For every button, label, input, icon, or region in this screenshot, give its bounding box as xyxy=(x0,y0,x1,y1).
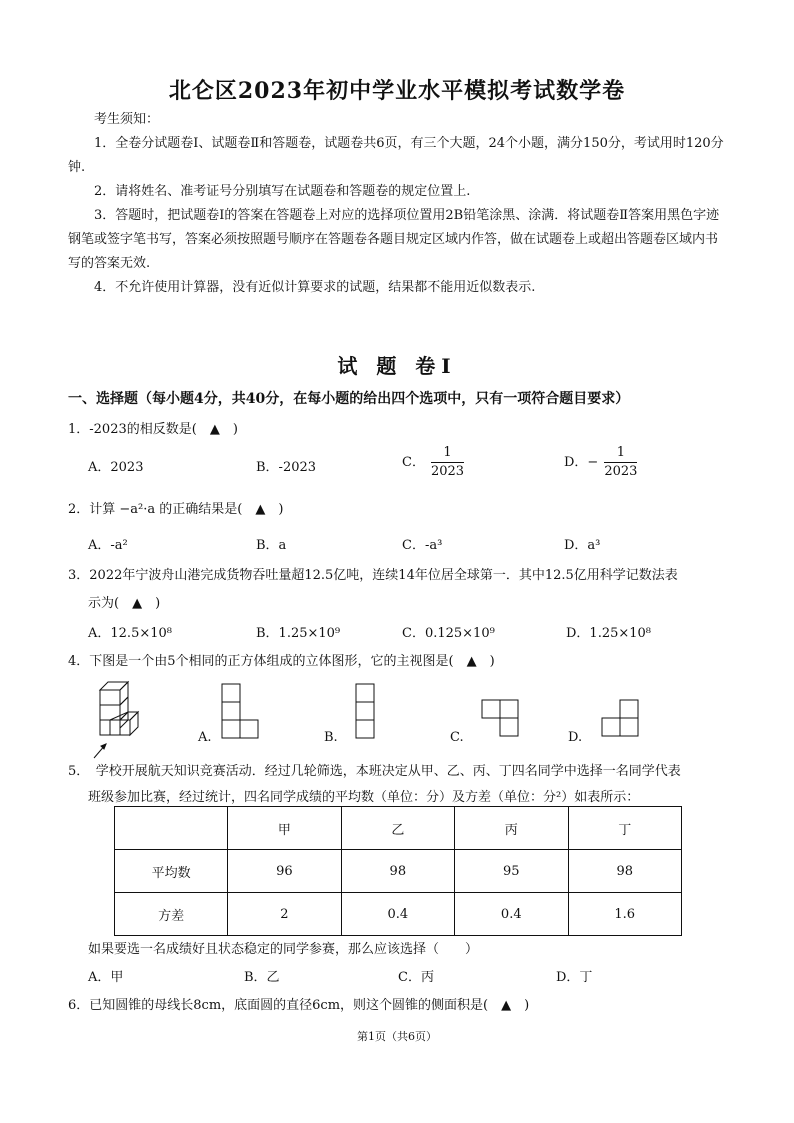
q4-option-d-figure xyxy=(602,700,642,740)
fraction-numerator: 1 xyxy=(431,444,464,463)
q3-option-b: B．1.25×10⁹ xyxy=(256,626,341,641)
table-cell: 98 xyxy=(568,850,682,893)
q5-option-b: B．乙 xyxy=(244,970,280,985)
table-header-cell: 甲 xyxy=(228,807,341,850)
table-row xyxy=(115,850,682,893)
q4-option-a: A. xyxy=(198,730,212,745)
q4-option-b: B. xyxy=(324,730,338,745)
question-5-stem: 5． 学校开展航天知识竞赛活动．经过几轮筛选，本班决定从甲、乙、丙、丁四名同学中选择一名同学代表 xyxy=(68,764,681,779)
table-cell: 95 xyxy=(455,850,568,893)
table-cell: 1.6 xyxy=(568,893,682,936)
q4-option-c-figure xyxy=(482,700,522,740)
q4-option-c: C. xyxy=(450,730,464,745)
q5-option-c: C．丙 xyxy=(398,970,434,985)
question-5-stem-ask: 如果要选一名成绩好且状态稳定的同学参赛，那么应该选择（ ） xyxy=(88,942,479,957)
q3-option-a: A．12.5×10⁸ xyxy=(88,626,172,641)
q4-option-a-figure xyxy=(222,684,262,744)
table-cell: 98 xyxy=(341,850,454,893)
q1-option-c xyxy=(402,444,464,481)
q5-option-a: A．甲 xyxy=(88,970,124,985)
table-row xyxy=(115,893,682,936)
cube-stack-figure xyxy=(92,676,152,766)
notice-heading: 考生须知： xyxy=(94,112,160,127)
question-2-stem: 2．计算 −a²·a 的正确结果是( ▲ ) xyxy=(68,502,284,517)
exam-notice xyxy=(68,108,728,300)
table-cell: 2 xyxy=(228,893,341,936)
table-header-cell: 丙 xyxy=(455,807,568,850)
q2-option-b: B．a xyxy=(256,538,287,553)
table-header-cell: 丁 xyxy=(568,807,682,850)
fraction xyxy=(604,444,637,481)
section-heading: 一、选择题（每小题4分，共40分，在每小题的给出四个选项中，只有一项符合题目要求） xyxy=(68,391,630,407)
question-3-stem: 3．2022年宁波舟山港完成货物吞吐量超12.5亿吨，连续14年位居全球第一．其中12.5亿用科学记数法表 xyxy=(68,568,678,583)
fraction-numerator: 1 xyxy=(604,444,637,463)
question-4-stem: 4．下图是一个由5个相同的正方体组成的立体图形，它的主视图是( ▲ ) xyxy=(68,654,495,669)
q1-option-a: A．2023 xyxy=(88,460,144,475)
table-header-cell: 乙 xyxy=(341,807,454,850)
q3-option-c: C．0.125×10⁹ xyxy=(402,626,495,641)
table-cell: 方差 xyxy=(115,893,228,936)
table-cell: 0.4 xyxy=(455,893,568,936)
fraction xyxy=(431,444,464,481)
page-title: 北仑区2023年初中学业水平模拟考试数学卷 xyxy=(168,78,626,104)
question-3-stem-cont: 示为( ▲ ) xyxy=(88,596,161,611)
notice-item: 3．答题时，把试题卷Ⅰ的答案在答题卷上对应的选择项位置用2B铅笔涂黑、涂满．将试题卷Ⅱ答案用黑色字迹钢笔或签字笔书写，答案必须按照题号顺序在答题卷各题目规定区域内作答，做在试题卷上或超出答题卷区域内书写的答案无效. xyxy=(68,208,720,271)
q5-option-d: D．丁 xyxy=(556,970,593,985)
q2-option-c: C．-a³ xyxy=(402,538,443,553)
notice-item: 4．不允许使用计算器，没有近似计算要求的试题，结果都不能用近似数表示. xyxy=(94,280,536,295)
table-cell: 平均数 xyxy=(115,850,228,893)
table-cell: 0.4 xyxy=(341,893,454,936)
question-1-stem: 1．-2023的相反数是( ▲ ) xyxy=(68,422,238,437)
question-5-stem-cont: 班级参加比赛，经过统计，四名同学成绩的平均数（单位：分）及方差（单位：分²）如表所示： xyxy=(88,790,640,805)
q1-option-d-label: D．− xyxy=(564,455,599,470)
q2-option-a: A．-a² xyxy=(88,538,128,553)
notice-item: 2．请将姓名、准考证号分别填写在试题卷和答题卷的规定位置上. xyxy=(94,184,471,199)
fraction-denominator: 2023 xyxy=(430,464,465,479)
fraction-denominator: 2023 xyxy=(604,464,638,479)
q1-option-c-label: C． xyxy=(402,455,425,470)
paper-title: 试 题 卷I xyxy=(337,354,457,378)
q1-option-b: B．-2023 xyxy=(256,460,317,475)
q3-option-d: D．1.25×10⁸ xyxy=(566,626,652,641)
q4-option-b-figure xyxy=(356,684,376,744)
q4-option-d: D. xyxy=(568,730,583,745)
notice-item: 1．全卷分试题卷Ⅰ、试题卷Ⅱ和答题卷，试题卷共6页，有三个大题，24个小题，满分150分，考试用时120分钟. xyxy=(68,136,724,175)
q1-option-d xyxy=(564,444,637,481)
table-header-cell xyxy=(115,807,228,850)
score-table xyxy=(114,806,682,936)
table-header-row xyxy=(115,807,682,850)
q2-option-d: D．a³ xyxy=(564,538,601,553)
table-cell: 96 xyxy=(228,850,341,893)
question-6-stem: 6．已知圆锥的母线长8cm，底面圆的直径6cm，则这个圆锥的侧面积是( ▲ ) xyxy=(68,998,530,1013)
page-footer: 第1页（共6页） xyxy=(357,1030,437,1043)
